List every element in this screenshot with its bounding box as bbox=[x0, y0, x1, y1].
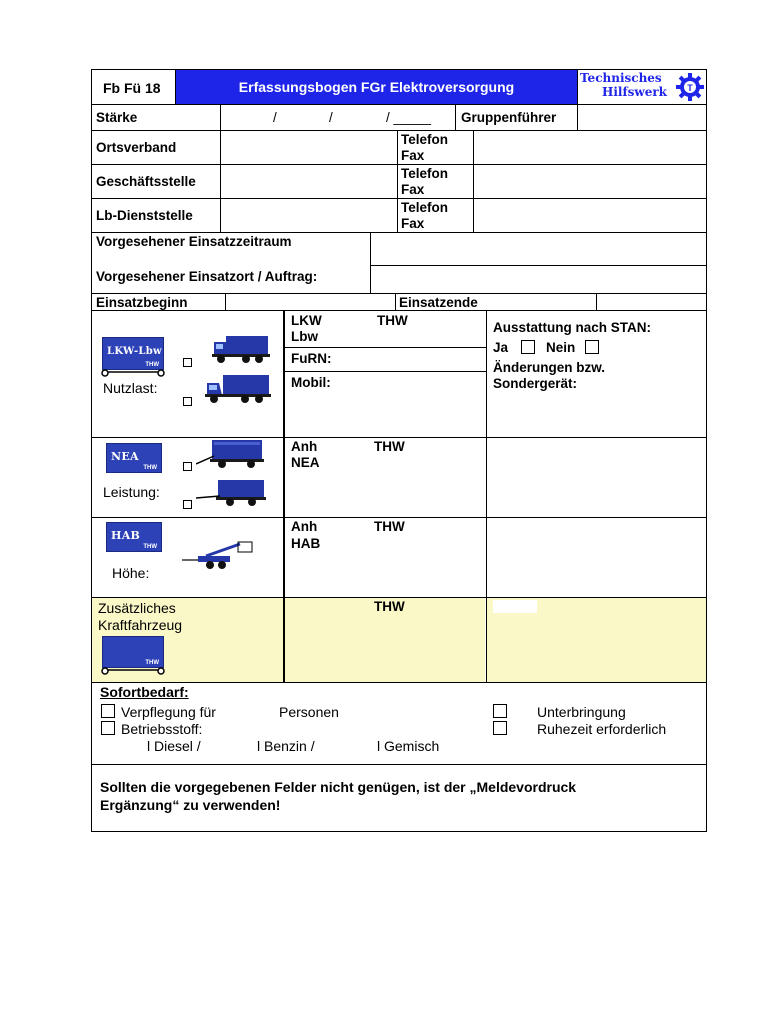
hab-sign-text: HAB bbox=[111, 529, 141, 542]
einsatzort-field[interactable] bbox=[371, 266, 706, 293]
einsatzort-label: Vorgesehener Einsatzort / Auftrag: bbox=[96, 269, 318, 284]
stan-ja-checkbox[interactable] bbox=[521, 340, 535, 354]
nea-col-label-1: Anh bbox=[291, 439, 318, 454]
leistung-label: Leistung: bbox=[103, 484, 160, 500]
einsatzbeginn-field[interactable] bbox=[226, 294, 395, 310]
hoehe-label: Höhe: bbox=[112, 565, 150, 581]
staerke-separator-1: / bbox=[273, 110, 277, 125]
verpflegung-checkbox[interactable] bbox=[101, 704, 115, 718]
truck-lbw-icon bbox=[212, 334, 270, 364]
geschaeftsstelle-fax-label: Fax bbox=[401, 182, 425, 197]
extra-vehicle-sign-thw: THW bbox=[145, 660, 159, 666]
ortsverband-label: Ortsverband bbox=[96, 140, 177, 155]
ortsverband-telefon-field[interactable] bbox=[474, 131, 706, 164]
lb-dienststelle-fax-label: Fax bbox=[401, 216, 425, 231]
staerke-label: Stärke bbox=[96, 110, 138, 125]
svg-text:T: T bbox=[687, 83, 693, 93]
nea-trailer-icon bbox=[196, 438, 266, 470]
nea-sign bbox=[106, 443, 162, 473]
note-line-1: Sollten die vorgegebenen Felder nicht genügen, ist der „Meldevordruck bbox=[100, 779, 577, 795]
staerke-separator-2: / bbox=[329, 110, 333, 125]
stan-nein-checkbox[interactable] bbox=[585, 340, 599, 354]
extra-vehicle-label-1: Zusätzliches bbox=[98, 600, 176, 616]
lkw-col-label-1: LKW bbox=[291, 313, 322, 328]
logo-text-line2: Hilfswerk bbox=[602, 85, 667, 99]
einsatzbeginn-label: Einsatzbeginn bbox=[96, 295, 188, 310]
nea-sign-text: NEA bbox=[111, 450, 139, 463]
nea-notes-field[interactable] bbox=[487, 438, 706, 517]
mobil-label: Mobil: bbox=[291, 375, 331, 390]
betriebsstoff-checkbox[interactable] bbox=[101, 721, 115, 735]
furn-field[interactable] bbox=[345, 348, 485, 371]
sign-wheels-icon bbox=[101, 369, 166, 377]
unterbringung-label: Unterbringung bbox=[537, 704, 626, 720]
einsatzzeitraum-field[interactable] bbox=[371, 233, 706, 265]
geschaeftsstelle-telefon-field[interactable] bbox=[474, 165, 706, 198]
einsatzende-field[interactable] bbox=[597, 294, 706, 310]
lb-dienststelle-telefon-field[interactable] bbox=[474, 199, 706, 232]
einsatzende-label: Einsatzende bbox=[399, 295, 478, 310]
ruhezeit-checkbox[interactable] bbox=[493, 721, 507, 735]
extra-vehicle-sign bbox=[102, 636, 164, 668]
note-line-2: Ergänzung“ zu verwenden! bbox=[100, 797, 281, 813]
hab-col-label-1: Anh bbox=[291, 519, 318, 534]
lkw-thw-label: THW bbox=[377, 313, 408, 328]
nutzlast-label: Nutzlast: bbox=[103, 380, 158, 396]
hab-notes-field[interactable] bbox=[487, 518, 706, 597]
form-id: Fb Fü 18 bbox=[103, 80, 161, 96]
stan-sondergeraet-label: Sondergerät: bbox=[493, 376, 578, 391]
nea-checkbox[interactable] bbox=[183, 462, 192, 471]
extra-vehicle-label-2: Kraftfahrzeug bbox=[98, 617, 183, 633]
staerke-separator-3: / _____ bbox=[386, 110, 432, 125]
stan-nein-label: Nein bbox=[546, 340, 576, 355]
lkw-lbw-sign bbox=[102, 337, 164, 370]
furn-label: FuRN: bbox=[291, 351, 332, 366]
hab-sign bbox=[106, 522, 162, 552]
betriebsstoff-label: Betriebsstoff: bbox=[121, 721, 203, 737]
stan-ja-label: Ja bbox=[493, 340, 509, 355]
lb-dienststelle-telefon-label: Telefon bbox=[401, 200, 448, 215]
ruhezeit-label: Ruhezeit erforderlich bbox=[537, 721, 667, 737]
verpflegung-label: Verpflegung für bbox=[121, 704, 216, 720]
hab-sign-thw: THW bbox=[143, 544, 157, 550]
personen-label: Personen bbox=[279, 704, 339, 720]
gruppenfuehrer-label: Gruppenführer bbox=[461, 110, 557, 125]
lb-dienststelle-label: Lb-Dienststelle bbox=[96, 208, 193, 223]
benzin-label: l Benzin / bbox=[257, 738, 315, 754]
nea-col-label-2: NEA bbox=[291, 455, 320, 470]
lkw-checkbox[interactable] bbox=[183, 358, 192, 367]
mobil-field[interactable] bbox=[345, 372, 485, 436]
lkw-col-label-2: Lbw bbox=[291, 329, 318, 344]
lb-dienststelle-field[interactable] bbox=[221, 199, 397, 232]
geschaeftsstelle-field[interactable] bbox=[221, 165, 397, 198]
ortsverband-telefon-label: Telefon bbox=[401, 132, 448, 147]
cogwheel-icon bbox=[676, 73, 704, 101]
form-title: Erfassungsbogen FGr Elektroversorgung bbox=[238, 79, 515, 95]
hab-thw-label: THW bbox=[374, 519, 405, 534]
truck-lkw-icon bbox=[205, 373, 271, 405]
ortsverband-fax-label: Fax bbox=[401, 148, 425, 163]
stan-aenderungen-label: Änderungen bzw. bbox=[493, 360, 605, 375]
hab-col-label-2: HAB bbox=[291, 536, 321, 551]
stan-title: Ausstattung nach STAN: bbox=[493, 320, 651, 335]
gemisch-label: l Gemisch bbox=[377, 738, 440, 754]
lkw-checkbox-2[interactable] bbox=[183, 397, 192, 406]
extra-sign-wheels-icon bbox=[101, 667, 166, 675]
sofortbedarf-title: Sofortbedarf: bbox=[100, 684, 189, 700]
nea-sign-thw: THW bbox=[143, 465, 157, 471]
gruppenfuehrer-field[interactable] bbox=[578, 105, 706, 130]
extra-vehicle-notes-field[interactable] bbox=[487, 598, 706, 682]
lkw-lbw-sign-text: LKW-Lbw bbox=[107, 346, 162, 357]
logo-text-line1: Technisches bbox=[580, 71, 662, 85]
einsatzzeitraum-label: Vorgesehener Einsatzzeitraum bbox=[96, 234, 292, 249]
nea-checkbox-2[interactable] bbox=[183, 500, 192, 509]
geschaeftsstelle-telefon-label: Telefon bbox=[401, 166, 448, 181]
nea-trailer-icon-2 bbox=[196, 478, 268, 508]
geschaeftsstelle-label: Geschäftsstelle bbox=[96, 174, 196, 189]
thw-logo bbox=[578, 71, 706, 103]
hab-lift-icon bbox=[182, 540, 258, 572]
unterbringung-checkbox[interactable] bbox=[493, 704, 507, 718]
staerke-field[interactable] bbox=[221, 105, 455, 130]
lkw-lbw-sign-thw: THW bbox=[145, 362, 159, 368]
diesel-label: l Diesel / bbox=[147, 738, 201, 754]
ortsverband-field[interactable] bbox=[221, 131, 397, 164]
nea-thw-label: THW bbox=[374, 439, 405, 454]
extra-vehicle-thw-label: THW bbox=[374, 599, 405, 614]
